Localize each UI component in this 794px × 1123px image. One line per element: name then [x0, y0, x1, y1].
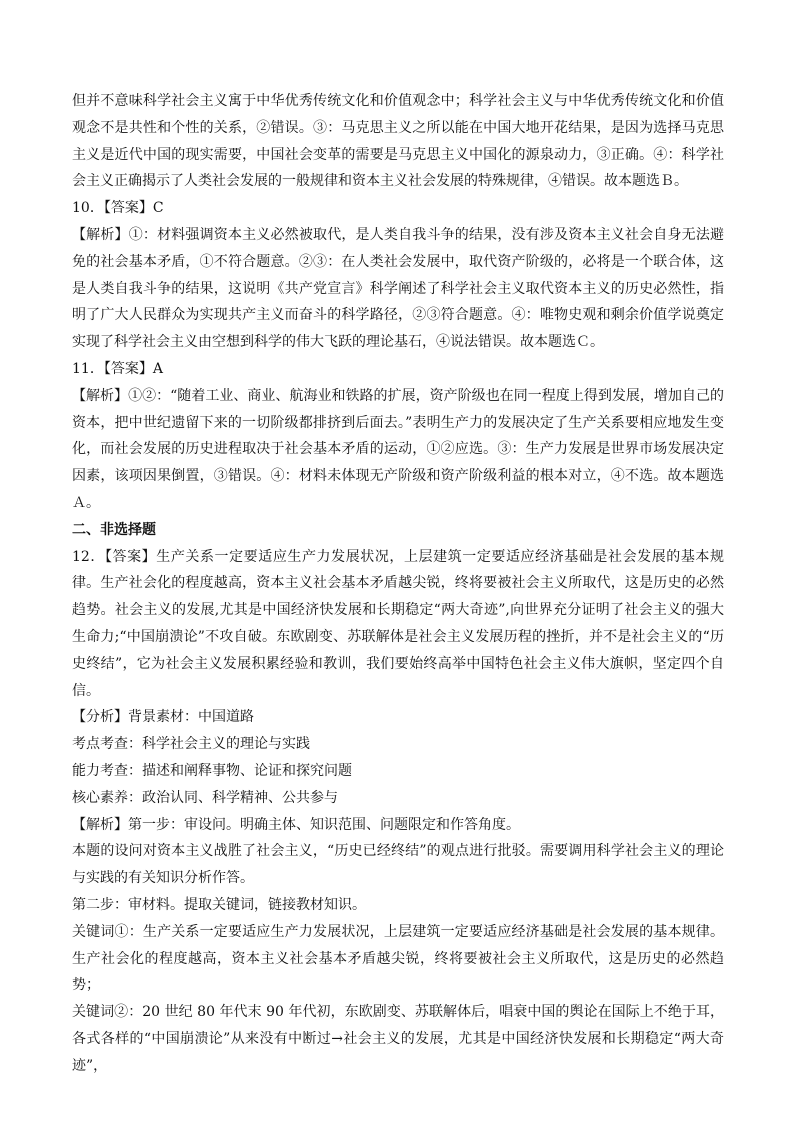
- keyword-one: 关键词①：生产关系一定要适应生产力发展状况，上层建筑一定要适应经济基础是社会发展的基本规律。生产社会化的程度越高，资本主义社会基本矛盾越尖锐，终将要被社会主义所取代，这是历史的必然趋势；: [72, 923, 724, 994]
- analysis-topic: 考点考查：科学社会主义的理论与实践: [72, 736, 310, 753]
- analysis-q11: 【解析】①②：“随着工业、商业、航海业和铁路的扩展，资产阶级也在同一程度上得到发展，增加自己的资本，把中世纪遗留下来的一切阶级都排挤到后面去。”表明生产力的发展决定了生产关系要相应地发生变化，而社会发展的历史进程取决于社会基本矛盾的运动，①②应选。③：生产力发展是世界市场发展决定因素，该项因果倒置，③错误。④：材料未体现无产阶级和资产阶级利益的根本对立，④不选。故本题选Ａ。: [72, 387, 724, 511]
- keyword-two: 关键词②：20 世纪 80 年代末 90 年代初，东欧剧变、苏联解体后，唱衰中国的舆论在国际上不绝于耳，各式各样的“中国崩溃论”从来没有中断过→社会主义的发展，尤其是中国经济快发展和长期稳定“两大奇迹”，: [72, 1004, 724, 1074]
- section-heading-non-choice: 二、非选择题: [72, 521, 156, 538]
- explanation-question-scope: 本题的设问对资本主义战胜了社会主义，“历史已经终结”的观点进行批驳。需要调用科学社会主义的理论与实践的有关知识分析作答。: [72, 843, 724, 887]
- analysis-ability: 能力考查：描述和阐释事物、论证和探究问题: [72, 762, 352, 779]
- explanation-step-two: 第二步：审材料。提取关键词，链接教材知识。: [72, 896, 366, 913]
- analysis-literacy: 核心素养：政治认同、科学精神、公共参与: [72, 789, 338, 806]
- answer-q10: 10．【答案】C: [72, 200, 164, 217]
- paragraph-q9-continuation: 但并不意味科学社会主义寓于中华优秀传统文化和价值观念中；科学社会主义与中华优秀传统文化和价值观念不是共性和个性的关系，②错误。③：马克思主义之所以能在中国大地开花结果，是因为选择马克思主义是近代中国的现实需要，中国社会变革的需要是马克思主义中国化的源泉动力，③正确。④：科学社会主义正确揭示了人类社会发展的一般规律和资本主义社会发展的特殊规律，④错误。故本题选Ｂ。: [72, 93, 724, 190]
- document-page: [72, 88, 724, 1079]
- analysis-q10: 【解析】①：材料强调资本主义必然被取代，是人类自我斗争的结果，没有涉及资本主义社会自身无法避免的社会基本矛盾，①不符合题意。②③：在人类社会发展中，取代资产阶级的，必将是一个联合体，这是人类自我斗争的结果，这说明《共产党宣言》科学阐述了科学社会主义取代资本主义的历史必然性，指明了广大人民群众为实现共产主义而奋斗的科学路径，②③符合题意。④：唯物史观和剩余价值学说奠定实现了科学社会主义由空想到科学的伟大飞跃的理论基石，④说法错误。故本题选Ｃ。: [72, 226, 724, 351]
- answer-q11: 11．【答案】A: [72, 360, 163, 377]
- analysis-background: 【分析】背景素材：中国道路: [72, 709, 254, 726]
- answer-q12: 12．【答案】生产关系一定要适应生产力发展状况，上层建筑一定要适应经济基础是社会发展的基本规律。生产社会化的程度越高，资本主义社会基本矛盾越尖锐，终将要被社会主义所取代，这是历史的必然趋势。社会主义的发展,尤其是中国经济快发展和长期稳定“两大奇迹”,向世界充分证明了社会主义的强大生命力;“中国崩溃论”不攻自破。东欧剧变、苏联解体是社会主义发展历程的挫折，并不是社会主义的“历史终结”，它为社会主义发展积累经验和教训，我们要始终高举中国特色社会主义伟大旗帜，坚定四个自信。: [72, 548, 724, 699]
- explanation-step-one: 【解析】第一步：审设问。明确主体、知识范围、问题限定和作答角度。: [72, 816, 520, 833]
